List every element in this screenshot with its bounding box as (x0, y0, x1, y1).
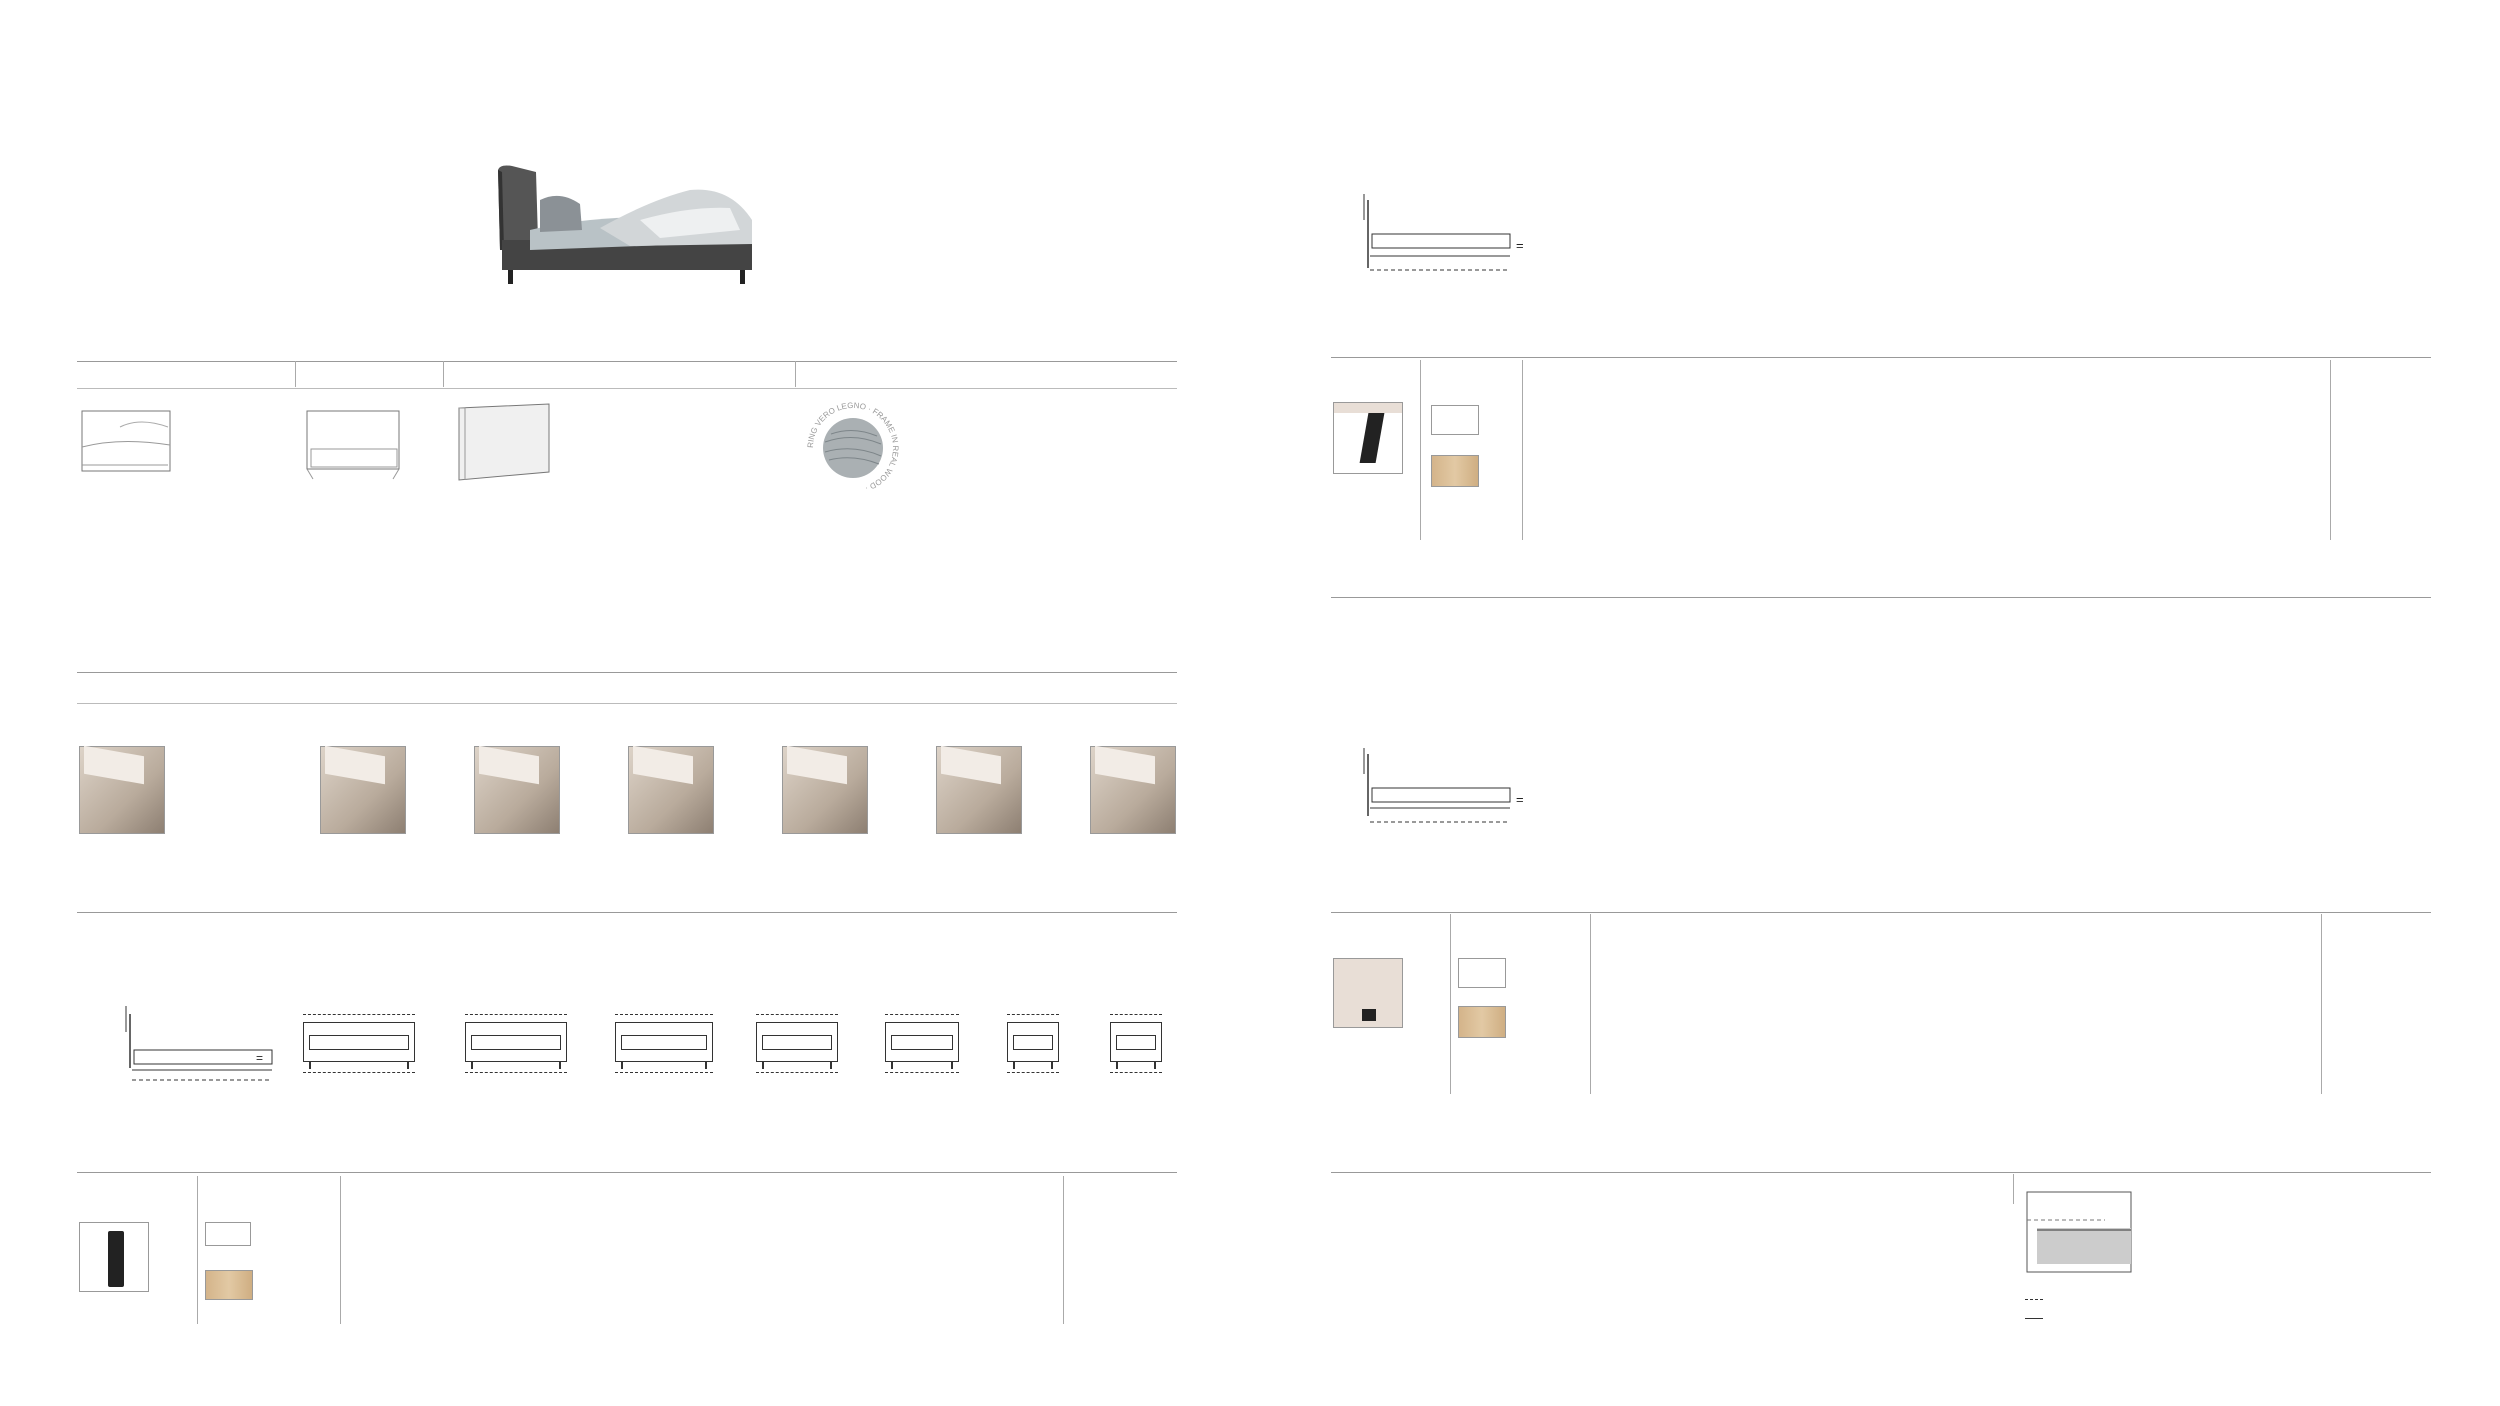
size-diagram-120 (885, 998, 959, 1098)
size-diagram-200 (303, 998, 415, 1098)
h30-side-diagram (1330, 732, 1560, 852)
h30-swatch-natural (1458, 1006, 1506, 1038)
size-mattress (762, 1035, 832, 1050)
size-diagram-140 (756, 998, 838, 1098)
finish-image-2 (474, 746, 560, 834)
hero-bed-image (490, 160, 770, 300)
size-mattress (891, 1035, 953, 1050)
svg-text:=: = (1516, 792, 1524, 807)
finish-image-6 (1090, 746, 1176, 834)
svg-text:=: = (1516, 238, 1524, 253)
h510-ral-swatches (1073, 1215, 1193, 1295)
inside-ring-diagram (2025, 1190, 2135, 1275)
h510-std-foot-image (79, 1222, 149, 1292)
leather-cover-sketch (305, 407, 405, 482)
h25-ral-swatches (2341, 402, 2461, 482)
finish-image-1 (320, 746, 406, 834)
svg-text:=: = (256, 1051, 264, 1065)
finish-image-4 (782, 746, 868, 834)
h510-side-diagram (70, 990, 300, 1110)
legend-inside (2025, 1312, 2049, 1324)
h25-side-diagram (1330, 178, 1560, 298)
size-diagram-90 (1007, 998, 1059, 1098)
size-mattress (1013, 1035, 1053, 1050)
wood-ring-seal (803, 398, 903, 498)
size-diagram-160 (615, 998, 713, 1098)
finish-image-0 (79, 746, 165, 834)
size-diagram-180 (465, 998, 567, 1098)
size-mattress (309, 1035, 409, 1050)
size-mattress (1116, 1035, 1156, 1050)
headboard-sketch (455, 402, 555, 482)
size-mattress (471, 1035, 561, 1050)
size-diagram-80 (1110, 998, 1162, 1098)
h25-swatch-white (1431, 405, 1479, 435)
h30-std-foot-image (1333, 958, 1403, 1028)
h30-ral-swatches (2333, 955, 2453, 1035)
svg-text:RING VERO LEGNO · FRAME IN REA: RING VERO LEGNO · FRAME IN REAL WOOD · (805, 400, 901, 493)
legend-standard (2025, 1293, 2047, 1305)
finish-image-5 (936, 746, 1022, 834)
h30-swatch-white (1458, 958, 1506, 988)
h510-swatch-white (205, 1222, 251, 1246)
fabric-cover-sketch (80, 407, 175, 482)
finish-image-3 (628, 746, 714, 834)
h510-swatch-natural (205, 1270, 253, 1300)
h25-std-foot-image (1333, 402, 1403, 474)
size-mattress (621, 1035, 707, 1050)
h25-swatch-natural (1431, 455, 1479, 487)
